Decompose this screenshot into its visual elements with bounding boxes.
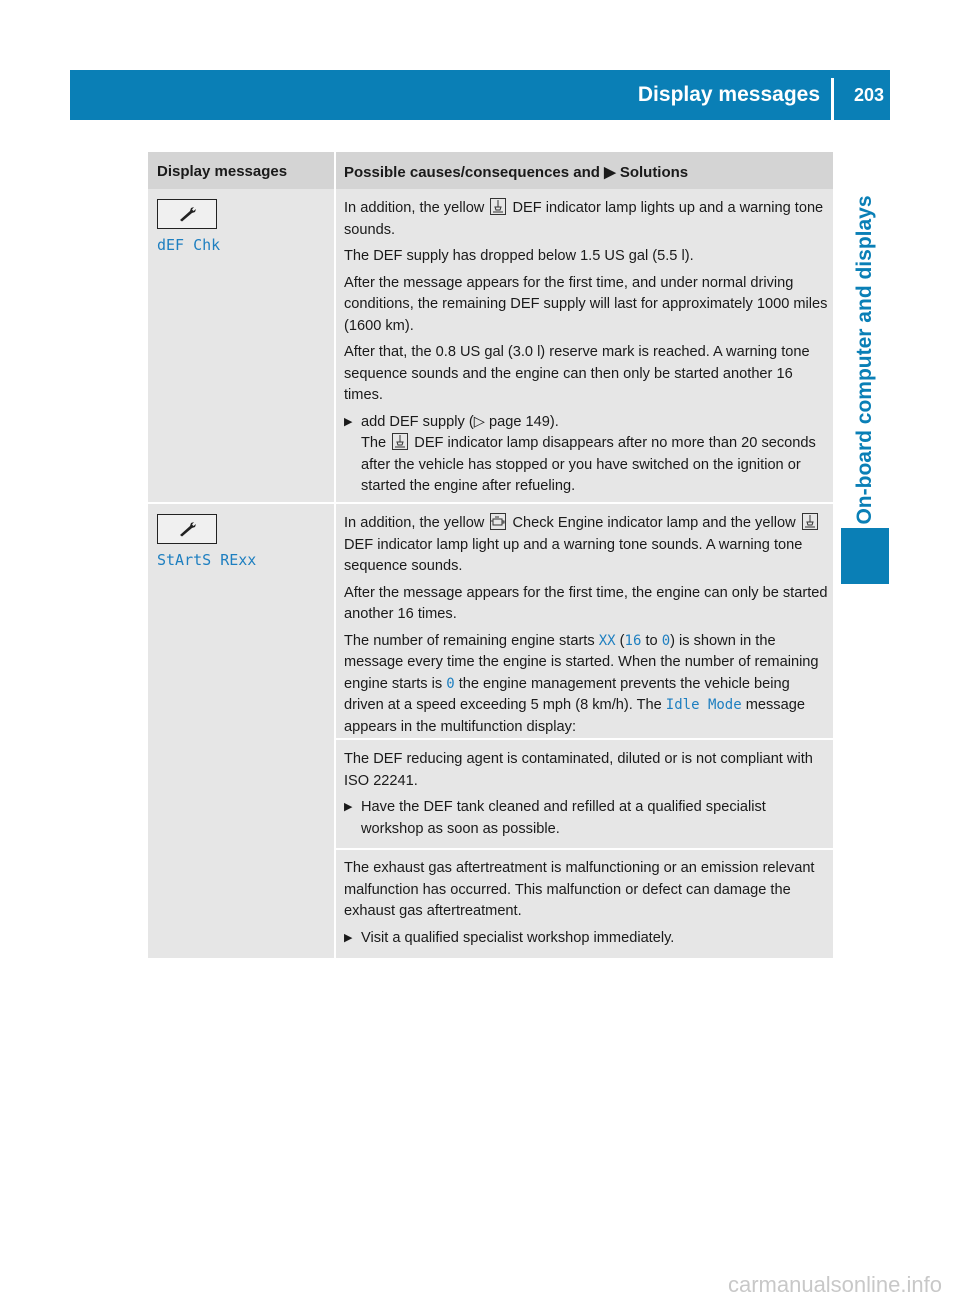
- def-indicator-lamp-icon: [490, 198, 506, 215]
- section-title: Display messages: [637, 83, 820, 106]
- step-arrow-icon: ▶: [344, 801, 353, 813]
- step-arrow-icon: ▶: [344, 931, 353, 944]
- page-number: 203: [853, 85, 884, 105]
- chapter-side-label: On-board computer and displays: [853, 195, 876, 525]
- wrench-icon-box: [157, 199, 217, 229]
- check-engine-lamp-icon: [490, 513, 506, 530]
- wrench-icon: [178, 206, 198, 222]
- row2-sub2: The exhaust gas aftertreatment is malfunctioning or an emission relevant malfunction has occurred. This malfunction or defect can damage the exhaust gas aftertreatment. ▶ Visit a qualified specialist workshop immediately.: [344, 858, 828, 954]
- display-messages-table: [148, 152, 833, 958]
- column-divider: [334, 152, 336, 958]
- solution-step: ▶ Visit a qualified specialist workshop immediately.: [344, 928, 828, 950]
- message-code-def-chk: dEF Chk: [157, 236, 221, 254]
- message-code-starts-rexx: StArtS RExx: [157, 551, 257, 569]
- wrench-icon: [178, 521, 198, 537]
- chapter-tab-marker: [841, 528, 889, 584]
- row2-description: In addition, the yellow Check Engine indicator lamp and the yellow DEF indicator lamp light up and a warning tone sounds. A warning tone sequence sounds. After the message appears for the first time, the engine can only be started another 16 times. The number of remaining engine starts XX (16 to 0) is shown in the message every time the engine is started. When the number of remaining engine starts is 0 the engine management prevents the vehicle being driven at a speed exceeding 5 mph (8 km/h). The Idle Mode message appears in the multifunction display:: [344, 515, 828, 735]
- step-arrow-icon: ▶: [344, 415, 353, 428]
- col-header-solutions: Possible causes/consequences and ▶ Solutions: [344, 164, 689, 181]
- table-header-row: [148, 152, 833, 189]
- def-indicator-lamp-icon: [802, 513, 818, 530]
- subrow-divider: [336, 848, 833, 850]
- def-indicator-lamp-icon: [392, 433, 408, 450]
- col-header-display-messages: Display messages: [157, 163, 288, 180]
- solution-step: ▶ add DEF supply (▷ page 149). The DEF indicator lamp disappears after no more than 20 seconds after the vehicle has stopped or you have switched on the ignition or started the engine after refueling.: [344, 413, 816, 494]
- row1-description: In addition, the yellow DEF indicator lamp lights up and a warning tone sounds. The DEF supply has dropped below 1.5 US gal (5.5 l). After the message appears for the first time, and under normal driving conditions, the remaining DEF supply will last for approximately 1000 miles (1600 km). After that, the 0.8 US gal (3.0 l) reserve mark is reached. A warning tone sequence sounds and the engine can then only be started another 16 times. ▶ add DEF supply (▷ page 149). The DEF indicator lamp disappears after no more than 20 seconds after the vehicle has stopped or you have switched on the ignition or started the engine after refueling.: [344, 198, 828, 503]
- page-header: [70, 70, 890, 120]
- wrench-icon-box: [157, 514, 217, 544]
- header-divider: [831, 78, 834, 120]
- row2-sub1: The DEF reducing agent is contaminated, diluted or is not compliant with ISO 22241. ▶ Have the DEF tank cleaned and refilled at a qualified specialist workshop as soon as possible.: [344, 749, 828, 845]
- solution-step: ▶ Have the DEF tank cleaned and refilled at a qualified specialist workshop as soon as possible.: [344, 799, 766, 837]
